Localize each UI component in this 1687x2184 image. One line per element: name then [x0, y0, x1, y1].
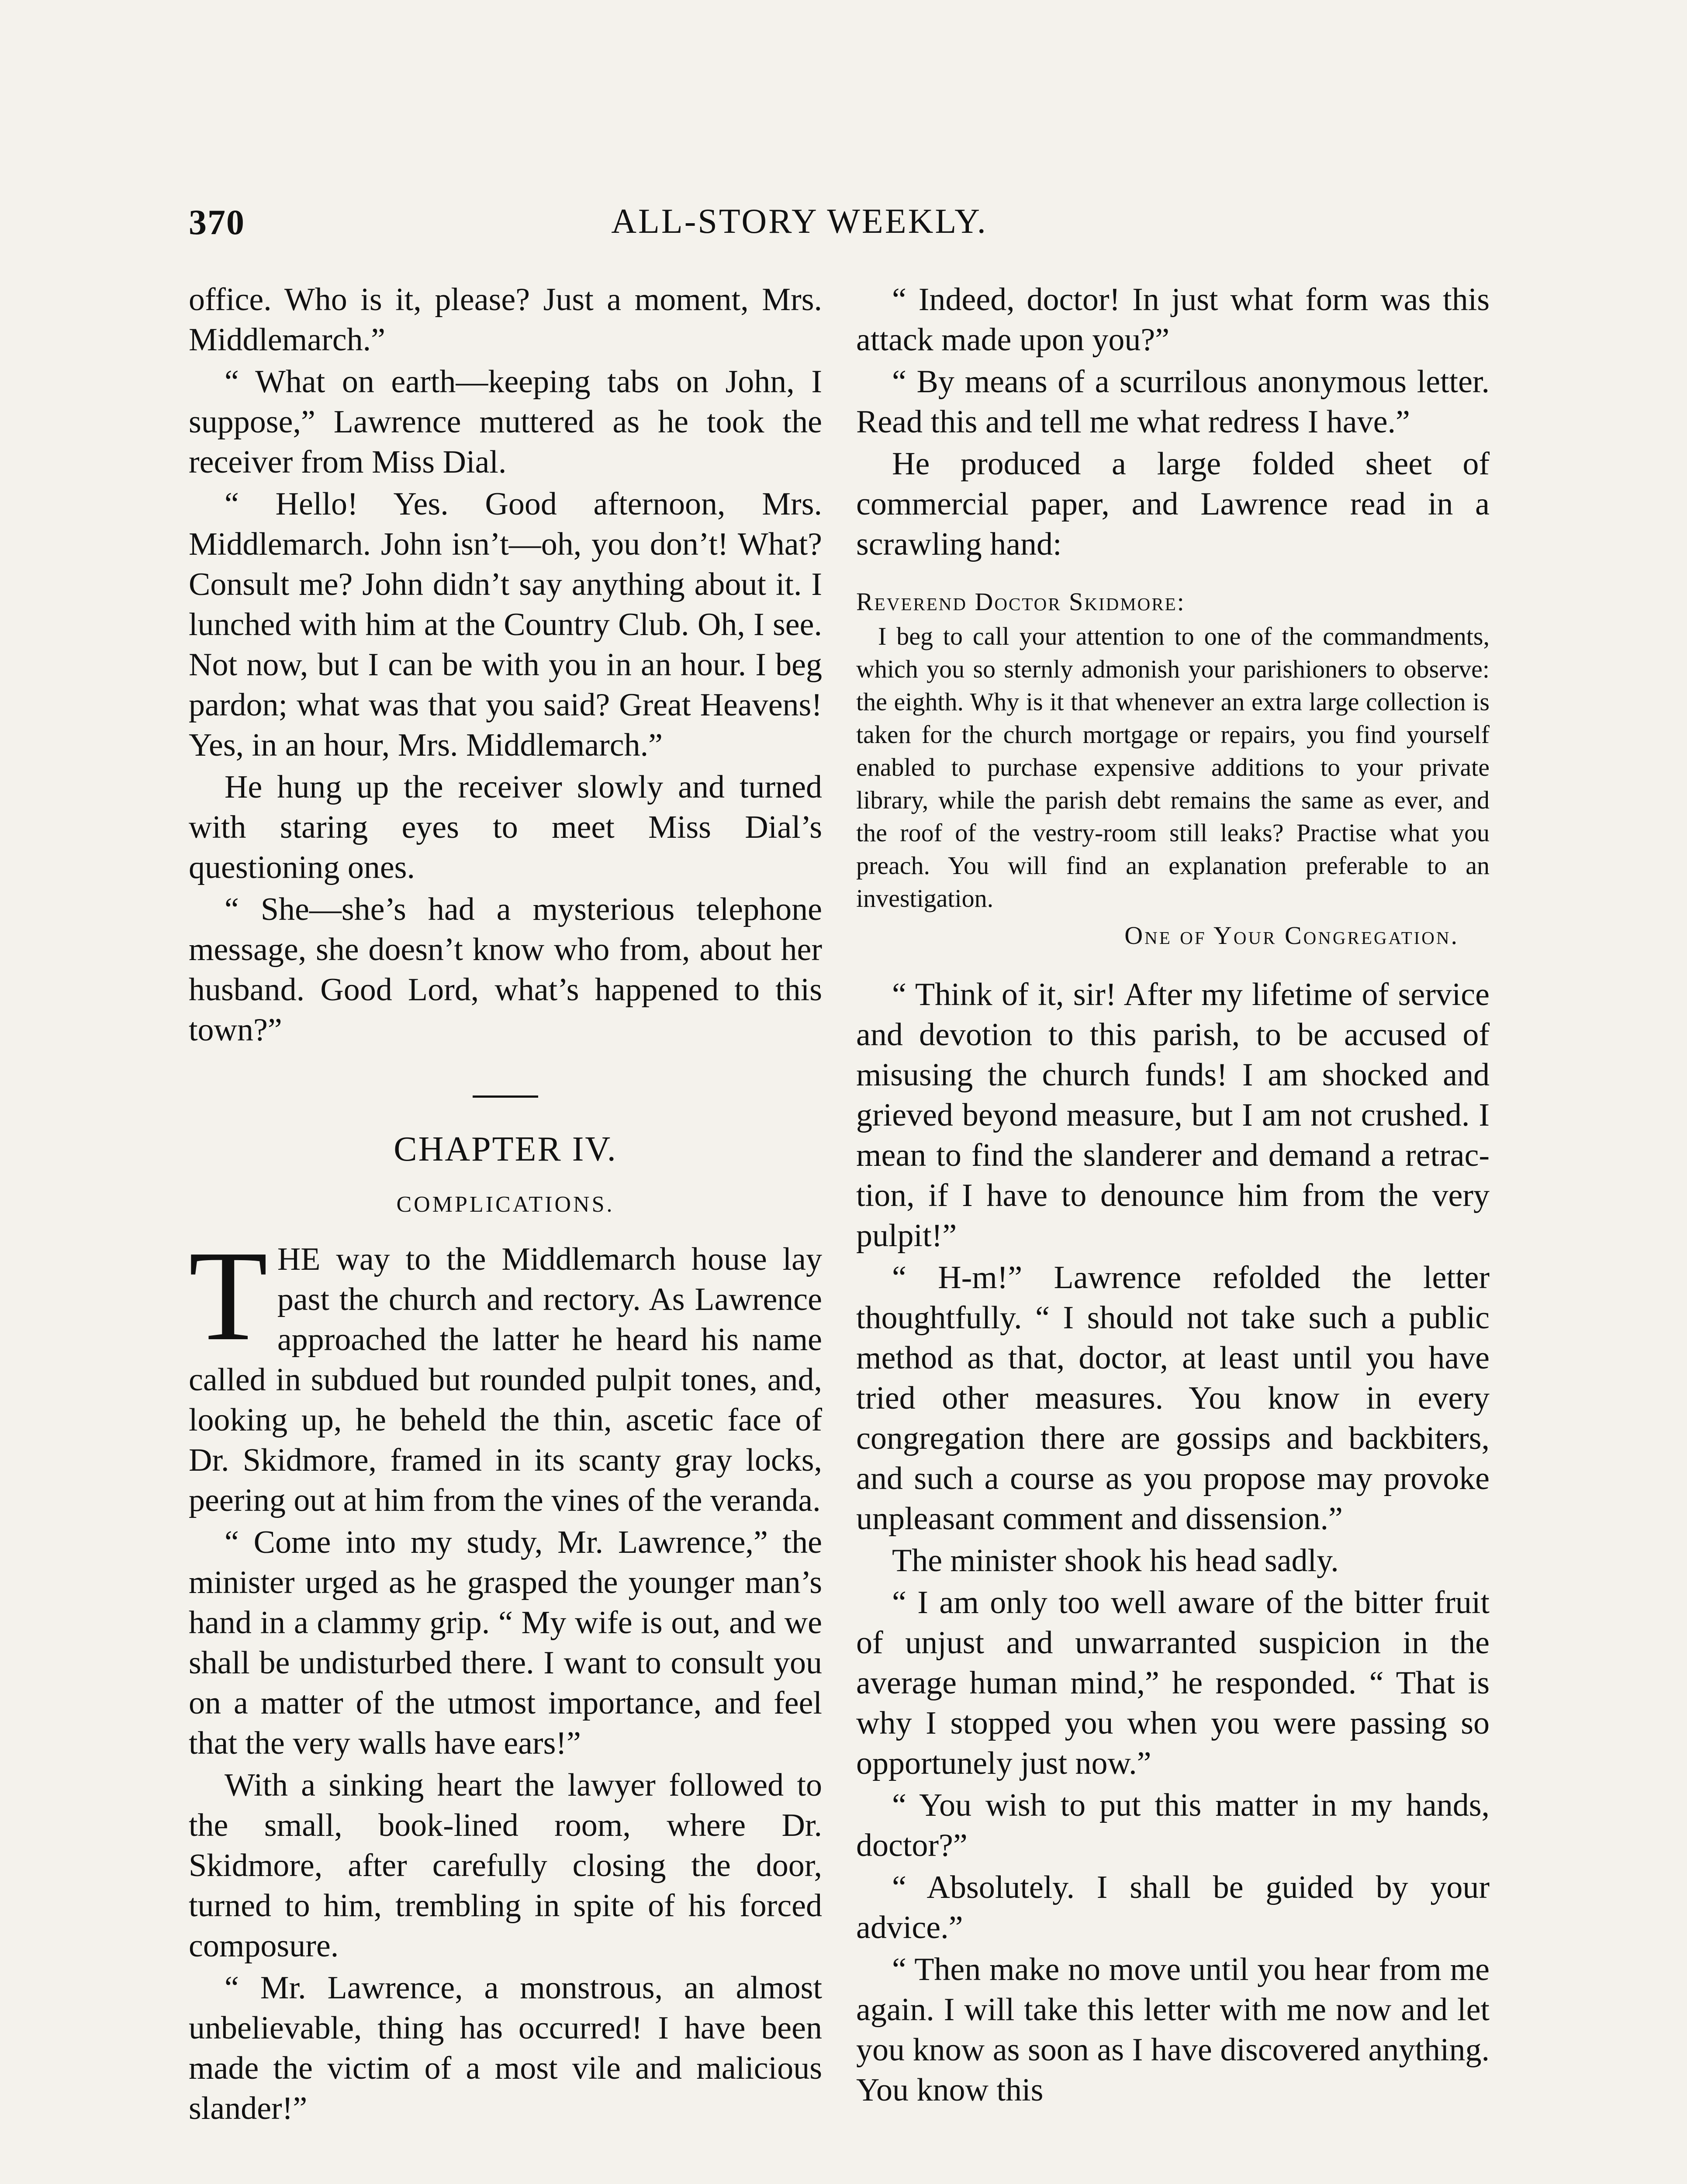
opening-paragraph [189, 1224, 822, 1521]
letter-salutation: Reverend Doctor Skidmore: [856, 587, 1186, 616]
left-column [189, 280, 822, 2130]
paragraph: office. Who is it, please? Just a moment, Mrs. Middlemarch.” [189, 282, 822, 358]
letter-signature: One of Your Congregation. [1124, 921, 1459, 950]
opening-paragraph-text: HE way to the Middlemarch house lay past the church and rectory. As Lawrence approached the latter he heard his name called in subdued but rounded pulpit tones, and, looking up, he beheld the thin, ascetic face of Dr. Skidmore, framed in its scanty gray locks, peering out at him from the vines of the veranda. [189, 1241, 822, 1518]
section-divider [473, 1095, 538, 1098]
paragraph: He hung up the receiver slowly and turned with staring eyes to meet Miss Dial’s questioning ones. [189, 769, 822, 885]
paragraph: “ What on earth—keeping tabs on John, I suppose,” Lawrence muttered as he took the receiver from Miss Dial. [189, 364, 822, 480]
paragraph: “ Think of it, sir! After my lifetime of service and devotion to this parish, to be accused of misusing the church funds! I am shocked and grieved beyond measure, but I am not crushed. I mean to find the slanderer and demand a retraction, if I have to denounce him from the very pulpit!” [856, 977, 1490, 1254]
paragraph: “ Hello! Yes. Good afternoon, Mrs. Middlemarch. John isn’t—oh, you don’t! What? Consult me? John didn’t say anything about it. I lunched with him at the Country Club. Oh, I see. Not now, but I can be with you in an hour. I beg pardon; what was that you said? Great Heavens! Yes, in an hour, Mrs. Middlemarch.” [189, 486, 822, 763]
drop-cap: T [189, 1224, 268, 1368]
paragraph: The minister shook his head sadly. [892, 1543, 1339, 1579]
letter-body: I beg to call your attention to one of the commandments, which you so sternly admonish your parishioners to observe: the eighth. Why is it that whenever an extra large collection is taken for the church mortgage or repairs, you find yourself enabled to purchase expensive additions to your private library, while the parish debt remains the same as ever, and the roof of the vestry-room still leaks? Practise what you preach. You will find an explanation preferable to an investigation. [856, 622, 1490, 912]
anonymous-letter [856, 585, 1490, 952]
paragraph: “ By means of a scurrilous anonymous letter. Read this and tell me what redress I have.” [856, 364, 1490, 440]
running-head [0, 202, 1687, 250]
paragraph: “ H-m!” Lawrence refolded the letter thoughtfully. “ I should not take such a public method as that, doctor, at least until you have tried other measures. You know in every congregation there are gossips and backbiters, and such a course as you propose may provoke unpleasant comment and dissension.” [856, 1260, 1490, 1537]
paragraph: “ Mr. Lawrence, a monstrous, an almost unbelievable, thing has occurred! I have been made the victim of a most vile and malicious slander!” [189, 1970, 822, 2126]
paragraph: “ I am only too well aware of the bitter fruit of unjust and unwarranted suspicion in the average human mind,” he responded. “ That is why I stopped you when you were passing so opportunely just now.” [856, 1585, 1490, 1781]
paragraph: “ Then make no move until you hear from me again. I will take this letter with me now and let you know as soon as I have discovered anything. You know this [856, 1952, 1490, 2108]
paragraph: “ You wish to put this matter in my hands, doctor?” [856, 1787, 1490, 1863]
right-column [856, 280, 1490, 2112]
chapter-heading: CHAPTER IV. [394, 1130, 617, 1168]
paragraph: “ Absolutely. I shall be guided by your advice.” [856, 1870, 1490, 1946]
paragraph: “ Come into my study, Mr. Lawrence,” the minister urged as he grasped the younger man’s hand in a clammy grip. “ My wife is out, and we shall be undisturbed there. I want to consult you on a matter of the utmost importance, and feel that the very walls have ears!” [189, 1524, 822, 1761]
magazine-title: ALL-STORY WEEKLY. [611, 202, 988, 241]
paragraph: “ She—she’s had a mysterious telephone message, she doesn’t know who from, about her husband. Good Lord, what’s happened to this town?” [189, 892, 822, 1048]
paragraph: With a sinking heart the lawyer followed to the small, book-lined room, where Dr. Skidmore, after carefully closing the door, turned to him, trembling in spite of his forced composure. [189, 1767, 822, 1964]
paragraph: He produced a large folded sheet of commercial paper, and Lawrence read in a scrawling hand: [856, 446, 1490, 562]
page-number: 370 [189, 202, 245, 242]
chapter-subtitle: COMPLICATIONS. [396, 1192, 615, 1217]
paragraph: “ Indeed, doctor! In just what form was this attack made upon you?” [856, 282, 1490, 358]
